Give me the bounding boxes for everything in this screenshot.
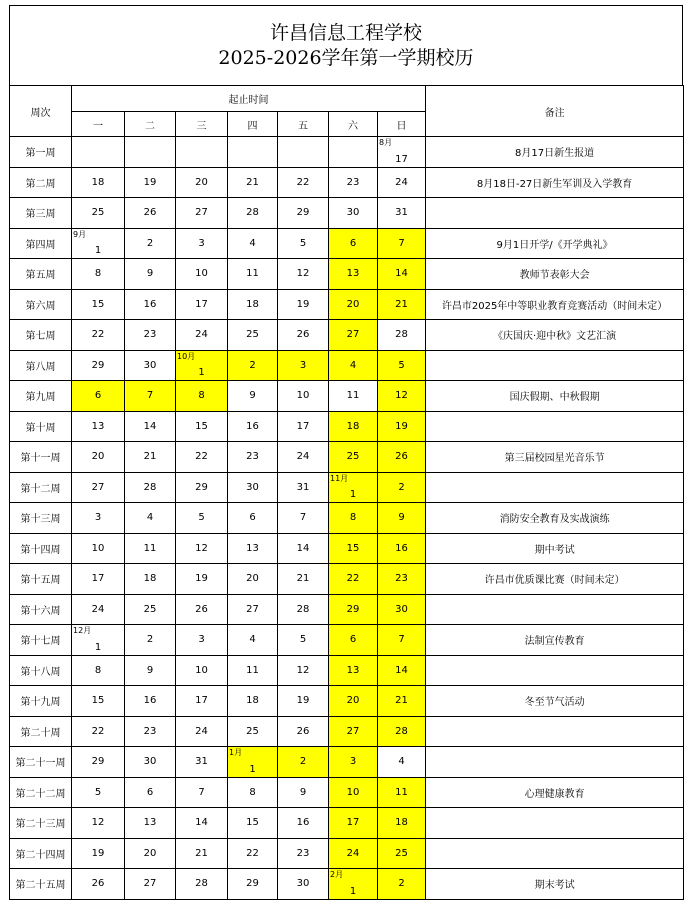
- note-cell: [426, 808, 684, 839]
- day-cell-thu: 23: [228, 442, 278, 473]
- day-cell-thu: 25: [228, 716, 278, 747]
- day-cell-tue: 27: [125, 869, 176, 900]
- week-row: [10, 838, 684, 869]
- day-cell-fri: [278, 137, 329, 168]
- note-cell: 法制宣传教育: [426, 625, 684, 656]
- day-cell-mon: 20: [72, 442, 125, 473]
- day-cell-sun: [378, 137, 426, 168]
- week-row: [10, 442, 684, 473]
- day-cell-mon: 6: [72, 381, 125, 412]
- day-cell-thu: [228, 747, 278, 778]
- week-label: 第十三周: [10, 503, 72, 534]
- day-cell-sun: 4: [378, 747, 426, 778]
- day-cell-tue: 4: [125, 503, 176, 534]
- day-cell-sat: [329, 137, 378, 168]
- day-cell-fri: 3: [278, 350, 329, 381]
- day-cell-sat: 4: [329, 350, 378, 381]
- week-label: 第二十周: [10, 716, 72, 747]
- note-cell: 冬至节气活动: [426, 686, 684, 717]
- day-cell-sat: 20: [329, 289, 378, 320]
- weekday-header-mon: 一: [72, 112, 125, 137]
- week-row: [10, 198, 684, 229]
- note-cell: 期中考试: [426, 533, 684, 564]
- day-cell-tue: 7: [125, 381, 176, 412]
- week-row: [10, 564, 684, 595]
- day-cell-wed: 24: [176, 716, 228, 747]
- note-cell: [426, 838, 684, 869]
- month-marker: 12月: [73, 626, 92, 635]
- day-cell-sun: 5: [378, 350, 426, 381]
- note-cell: 8月18日-27日新生军训及入学教育: [426, 167, 684, 198]
- day-cell-tue: 25: [125, 594, 176, 625]
- day-cell-fri: 5: [278, 228, 329, 259]
- week-label: 第九周: [10, 381, 72, 412]
- day-cell-fri: 12: [278, 259, 329, 290]
- day-cell-mon: 29: [72, 350, 125, 381]
- note-cell: 许昌市优质课比赛（时间未定）: [426, 564, 684, 595]
- day-cell-fri: 7: [278, 503, 329, 534]
- day-cell-thu: 11: [228, 259, 278, 290]
- day-cell-wed: [176, 350, 228, 381]
- day-cell-sat: 13: [329, 655, 378, 686]
- day-cell-mon: 5: [72, 777, 125, 808]
- week-row: [10, 350, 684, 381]
- day-cell-mon: 22: [72, 716, 125, 747]
- week-row: [10, 167, 684, 198]
- day-cell-sat: 18: [329, 411, 378, 442]
- day-cell-fri: 19: [278, 686, 329, 717]
- day-cell-thu: 2: [228, 350, 278, 381]
- day-cell-wed: 28: [176, 869, 228, 900]
- week-label: 第十七周: [10, 625, 72, 656]
- day-cell-sat: 3: [329, 747, 378, 778]
- week-label: 第二十三周: [10, 808, 72, 839]
- month-marker: 9月: [73, 229, 87, 239]
- week-label: 第八周: [10, 350, 72, 381]
- day-cell-mon: 26: [72, 869, 125, 900]
- day-cell-sat: [329, 472, 378, 503]
- day-cell-mon: 25: [72, 198, 125, 229]
- week-row: [10, 259, 684, 290]
- note-cell: [426, 472, 684, 503]
- day-cell-sun: 21: [378, 686, 426, 717]
- day-cell-wed: 17: [176, 289, 228, 320]
- week-row: [10, 503, 684, 534]
- day-cell-thu: 18: [228, 289, 278, 320]
- day-cell-wed: 22: [176, 442, 228, 473]
- day-number: 1: [349, 489, 357, 500]
- day-cell-fri: 26: [278, 320, 329, 351]
- weekday-header-sat: 六: [329, 112, 378, 137]
- day-cell-mon: 19: [72, 838, 125, 869]
- day-number: 1: [349, 885, 357, 897]
- weekday-header-wed: 三: [176, 112, 228, 137]
- day-cell-wed: 10: [176, 655, 228, 686]
- note-cell: [426, 198, 684, 229]
- day-cell-fri: 23: [278, 838, 329, 869]
- day-cell-fri: 5: [278, 625, 329, 656]
- day-cell-tue: 23: [125, 716, 176, 747]
- week-label: 第二十五周: [10, 869, 72, 900]
- day-cell-sat: 22: [329, 564, 378, 595]
- day-cell-sun: 14: [378, 655, 426, 686]
- day-cell-sun: 2: [378, 472, 426, 503]
- day-cell-sat: 24: [329, 838, 378, 869]
- day-cell-wed: 14: [176, 808, 228, 839]
- note-cell: [426, 716, 684, 747]
- week-row: [10, 289, 684, 320]
- day-cell-sat: 13: [329, 259, 378, 290]
- day-cell-mon: 15: [72, 686, 125, 717]
- day-number: 1: [198, 367, 205, 378]
- month-marker: 11月: [330, 473, 349, 483]
- day-cell-wed: 19: [176, 564, 228, 595]
- day-cell-wed: [176, 137, 228, 168]
- day-cell-sat: 6: [329, 625, 378, 656]
- day-cell-fri: 16: [278, 808, 329, 839]
- day-cell-sun: 12: [378, 381, 426, 412]
- day-cell-sun: 21: [378, 289, 426, 320]
- note-cell: 《庆国庆·迎中秋》文艺汇演: [426, 320, 684, 351]
- day-cell-tue: 2: [125, 625, 176, 656]
- week-row: [10, 716, 684, 747]
- day-cell-mon: 3: [72, 503, 125, 534]
- day-cell-sun: 18: [378, 808, 426, 839]
- note-cell: 心理健康教育: [426, 777, 684, 808]
- note-cell: 教师节表彰大会: [426, 259, 684, 290]
- day-cell-sat: 8: [329, 503, 378, 534]
- week-row: [10, 137, 684, 168]
- day-cell-tue: 6: [125, 777, 176, 808]
- week-label: 第二十四周: [10, 838, 72, 869]
- day-cell-fri: 21: [278, 564, 329, 595]
- day-cell-tue: 16: [125, 289, 176, 320]
- note-cell: 许昌市2025年中等职业教育竞赛活动（时间未定）: [426, 289, 684, 320]
- day-cell-thu: 22: [228, 838, 278, 869]
- day-number: 1: [94, 641, 102, 653]
- day-cell-tue: 13: [125, 808, 176, 839]
- day-cell-thu: 25: [228, 320, 278, 351]
- note-cell: 8月17日新生报道: [426, 137, 684, 168]
- day-cell-fri: 12: [278, 655, 329, 686]
- week-label: 第十八周: [10, 655, 72, 686]
- day-cell-tue: [125, 137, 176, 168]
- day-cell-fri: 14: [278, 533, 329, 564]
- day-cell-wed: 10: [176, 259, 228, 290]
- day-cell-sun: 9: [378, 503, 426, 534]
- day-cell-fri: 24: [278, 442, 329, 473]
- day-cell-wed: 20: [176, 167, 228, 198]
- notes-header: 备注: [426, 86, 684, 137]
- week-label: 第十周: [10, 411, 72, 442]
- week-row: [10, 869, 684, 900]
- day-cell-tue: 9: [125, 259, 176, 290]
- note-cell: [426, 594, 684, 625]
- day-cell-wed: 5: [176, 503, 228, 534]
- week-label: 第二十一周: [10, 747, 72, 778]
- day-cell-thu: 21: [228, 167, 278, 198]
- day-cell-thu: 6: [228, 503, 278, 534]
- note-cell: [426, 350, 684, 381]
- day-cell-sat: [329, 869, 378, 900]
- day-cell-thu: 30: [228, 472, 278, 503]
- week-label: 第十一周: [10, 442, 72, 473]
- week-label: 第二周: [10, 167, 72, 198]
- day-cell-thu: 4: [228, 625, 278, 656]
- note-cell: 9月1日开学/《开学典礼》: [426, 228, 684, 259]
- day-cell-wed: 24: [176, 320, 228, 351]
- week-row: [10, 228, 684, 259]
- day-cell-fri: 29: [278, 198, 329, 229]
- day-cell-sun: 23: [378, 564, 426, 595]
- week-row: [10, 655, 684, 686]
- day-cell-mon: 18: [72, 167, 125, 198]
- week-label: 第十六周: [10, 594, 72, 625]
- week-row: [10, 320, 684, 351]
- day-cell-tue: 16: [125, 686, 176, 717]
- day-cell-tue: 14: [125, 411, 176, 442]
- day-cell-tue: 20: [125, 838, 176, 869]
- weekday-header-tue: 二: [125, 112, 176, 137]
- day-cell-sun: 28: [378, 320, 426, 351]
- week-label: 第十五周: [10, 564, 72, 595]
- day-cell-wed: 21: [176, 838, 228, 869]
- day-cell-sat: 11: [329, 381, 378, 412]
- title-block: [9, 5, 683, 85]
- week-row: [10, 472, 684, 503]
- month-marker: 8月: [379, 138, 393, 147]
- day-cell-sat: 15: [329, 533, 378, 564]
- day-cell-sat: 6: [329, 228, 378, 259]
- day-cell-mon: 27: [72, 472, 125, 503]
- day-cell-sun: 2: [378, 869, 426, 900]
- day-cell-tue: 19: [125, 167, 176, 198]
- week-label: 第三周: [10, 198, 72, 229]
- day-cell-sun: 7: [378, 625, 426, 656]
- day-cell-thu: 13: [228, 533, 278, 564]
- day-cell-tue: 26: [125, 198, 176, 229]
- day-cell-fri: 10: [278, 381, 329, 412]
- note-cell: [426, 655, 684, 686]
- day-cell-tue: 18: [125, 564, 176, 595]
- day-cell-thu: 9: [228, 381, 278, 412]
- week-label: 第七周: [10, 320, 72, 351]
- day-cell-tue: 2: [125, 228, 176, 259]
- week-label: 第六周: [10, 289, 72, 320]
- note-cell: [426, 747, 684, 778]
- day-cell-tue: 21: [125, 442, 176, 473]
- school-name: 许昌信息工程学校: [269, 21, 422, 44]
- week-label: 第十二周: [10, 472, 72, 503]
- note-cell: [426, 411, 684, 442]
- day-cell-thu: 8: [228, 777, 278, 808]
- weekday-header-sun: 日: [378, 112, 426, 137]
- week-label: 第五周: [10, 259, 72, 290]
- day-cell-mon: 12: [72, 808, 125, 839]
- day-cell-wed: 31: [176, 747, 228, 778]
- day-cell-sat: 27: [329, 716, 378, 747]
- day-cell-fri: 22: [278, 167, 329, 198]
- week-label: 第二十二周: [10, 777, 72, 808]
- day-cell-fri: 2: [278, 747, 329, 778]
- day-cell-mon: 29: [72, 747, 125, 778]
- day-cell-mon: 13: [72, 411, 125, 442]
- week-row: [10, 686, 684, 717]
- day-cell-sun: 7: [378, 228, 426, 259]
- day-cell-sat: 30: [329, 198, 378, 229]
- day-cell-wed: 3: [176, 625, 228, 656]
- day-cell-wed: 7: [176, 777, 228, 808]
- day-cell-sun: 16: [378, 533, 426, 564]
- week-header: 周次: [10, 86, 72, 137]
- day-cell-tue: 30: [125, 747, 176, 778]
- week-row: [10, 808, 684, 839]
- month-marker: 10月: [177, 351, 196, 361]
- week-row: [10, 777, 684, 808]
- day-cell-wed: 17: [176, 686, 228, 717]
- day-cell-wed: 29: [176, 472, 228, 503]
- day-cell-wed: 8: [176, 381, 228, 412]
- day-cell-thu: 28: [228, 198, 278, 229]
- note-cell: 期末考试: [426, 869, 684, 900]
- day-cell-mon: 17: [72, 564, 125, 595]
- week-row: [10, 625, 684, 656]
- day-cell-thu: 16: [228, 411, 278, 442]
- calendar-sheet: [9, 5, 683, 900]
- day-cell-thu: 11: [228, 655, 278, 686]
- week-label: 第一周: [10, 137, 72, 168]
- day-cell-sun: 25: [378, 838, 426, 869]
- day-cell-sun: 14: [378, 259, 426, 290]
- day-cell-mon: [72, 137, 125, 168]
- day-cell-thu: 4: [228, 228, 278, 259]
- month-marker: 2月: [330, 870, 344, 879]
- day-number: 1: [249, 763, 256, 775]
- day-number: 1: [94, 245, 102, 256]
- day-cell-mon: 10: [72, 533, 125, 564]
- day-cell-sat: 23: [329, 167, 378, 198]
- day-cell-tue: 11: [125, 533, 176, 564]
- day-cell-fri: 31: [278, 472, 329, 503]
- week-label: 第十九周: [10, 686, 72, 717]
- day-cell-tue: 23: [125, 320, 176, 351]
- weekday-header-fri: 五: [278, 112, 329, 137]
- day-number: 17: [395, 153, 408, 165]
- week-label: 第四周: [10, 228, 72, 259]
- day-cell-sat: 17: [329, 808, 378, 839]
- day-cell-mon: [72, 625, 125, 656]
- note-cell: 国庆假期、中秋假期: [426, 381, 684, 412]
- day-cell-sun: 26: [378, 442, 426, 473]
- day-cell-sat: 25: [329, 442, 378, 473]
- day-cell-sun: 24: [378, 167, 426, 198]
- day-cell-wed: 3: [176, 228, 228, 259]
- day-cell-sun: 19: [378, 411, 426, 442]
- day-cell-sun: 11: [378, 777, 426, 808]
- day-cell-thu: 20: [228, 564, 278, 595]
- day-cell-tue: 28: [125, 472, 176, 503]
- week-row: [10, 594, 684, 625]
- day-cell-mon: 8: [72, 655, 125, 686]
- day-cell-tue: 30: [125, 350, 176, 381]
- day-cell-mon: 24: [72, 594, 125, 625]
- day-cell-fri: 30: [278, 869, 329, 900]
- day-cell-wed: 27: [176, 198, 228, 229]
- day-cell-wed: 12: [176, 533, 228, 564]
- school-calendar-table: [9, 85, 684, 900]
- weekday-header-thu: 四: [228, 112, 278, 137]
- day-cell-sat: 29: [329, 594, 378, 625]
- period-header: 起止时间: [72, 86, 426, 112]
- week-row: [10, 411, 684, 442]
- day-cell-fri: 28: [278, 594, 329, 625]
- day-cell-thu: [228, 137, 278, 168]
- day-cell-fri: 9: [278, 777, 329, 808]
- day-cell-thu: 29: [228, 869, 278, 900]
- day-cell-thu: 18: [228, 686, 278, 717]
- note-cell: 第三届校园星光音乐节: [426, 442, 684, 473]
- day-cell-sat: 20: [329, 686, 378, 717]
- day-cell-sat: 27: [329, 320, 378, 351]
- calendar-title: 2025-2026学年第一学期校历: [218, 46, 474, 69]
- day-cell-wed: 15: [176, 411, 228, 442]
- header-row-1: [10, 86, 684, 112]
- week-row: [10, 533, 684, 564]
- day-cell-fri: 17: [278, 411, 329, 442]
- note-cell: 消防安全教育及实战演练: [426, 503, 684, 534]
- day-cell-tue: 9: [125, 655, 176, 686]
- day-cell-thu: 27: [228, 594, 278, 625]
- day-cell-sun: 31: [378, 198, 426, 229]
- day-cell-mon: [72, 228, 125, 259]
- month-marker: 1月: [229, 748, 243, 757]
- week-row: [10, 381, 684, 412]
- day-cell-mon: 8: [72, 259, 125, 290]
- day-cell-mon: 22: [72, 320, 125, 351]
- day-cell-thu: 15: [228, 808, 278, 839]
- day-cell-fri: 26: [278, 716, 329, 747]
- day-cell-wed: 26: [176, 594, 228, 625]
- day-cell-mon: 15: [72, 289, 125, 320]
- week-rows: [10, 137, 684, 900]
- week-row: [10, 747, 684, 778]
- day-cell-sun: 28: [378, 716, 426, 747]
- week-label: 第十四周: [10, 533, 72, 564]
- day-cell-sun: 30: [378, 594, 426, 625]
- day-cell-fri: 19: [278, 289, 329, 320]
- day-cell-sat: 10: [329, 777, 378, 808]
